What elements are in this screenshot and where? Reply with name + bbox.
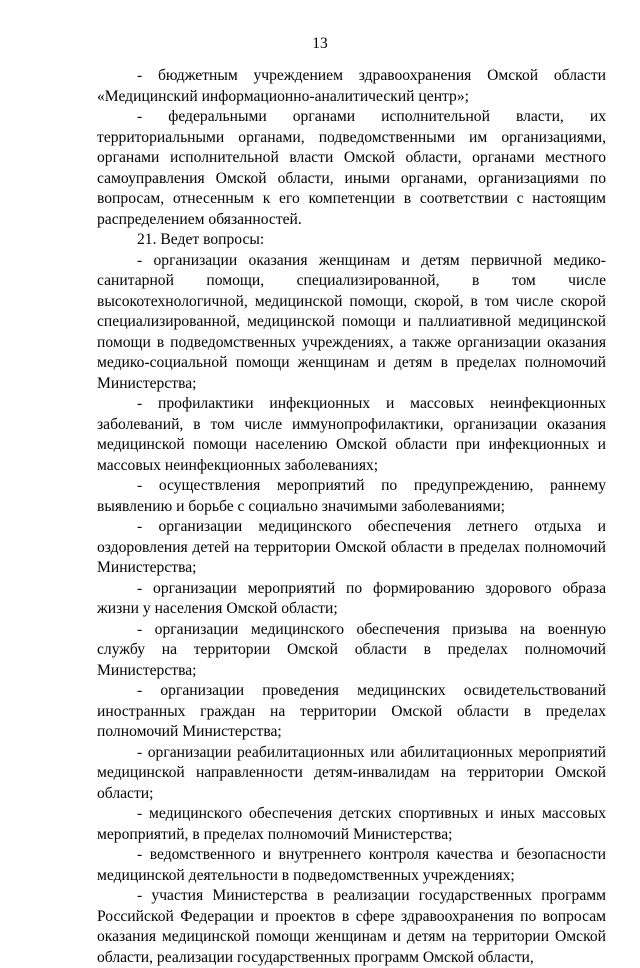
paragraph-state-programs: - участия Министерства в реализации государственных программ Российской Федерации и проектов в сфере здравоохранения по вопросам оказания медицинской помощи женщинам и детям на территории Омской области, реализации государственных программ Омской области, [97,887,606,966]
paragraph-foreign-citizens-examination: - организации проведения медицинских освидетельствований иностранных граждан на территории Омской области в пределах полномочий Министерства; [97,682,606,740]
paragraph-rehabilitation-disabled-children: - организации реабилитационных или абилитационных мероприятий медицинской направленности детям-инвалидам на территории Омской области; [97,743,606,802]
paragraph-quality-control: - ведомственного и внутреннего контроля качества и безопасности медицинской деятельности в подведомственных учреждениях; [97,846,606,884]
paragraph-healthy-lifestyle: - организации мероприятий по формированию здорового образа жизни у населения Омской области; [97,579,606,617]
paragraph-sports-events: - медицинского обеспечения детских спортивных и иных массовых мероприятий, в пределах полномочий Министерства; [97,805,606,843]
paragraph-summer-recreation: - организации медицинского обеспечения летнего отдыха и оздоровления детей на территории Омской области в пределах полномочий Министерства; [97,518,606,576]
page-number: 13 [312,35,328,52]
paragraph-infection-prevention: - профилактики инфекционных и массовых неинфекционных заболеваний, в том числе иммунопрофилактики, организации оказания медицинской помощи населению Омской области при инфекционных и массовых неинфекционных заболеваниях; [97,395,606,474]
paragraph-budget-institution: - бюджетным учреждением здравоохранения Омской области «Медицинский информационно-аналитический центр»; [97,67,606,105]
paragraph-federal-bodies: - федеральными органами исполнительной власти, их территориальными органами, подведомственными им организациями, органами исполнительной власти Омской области, органами местного самоуправления Омской области, иными органами, организациями по вопросам, отнесенным к его компетенции в соответствии с настоящим распределением обязанностей. [97,108,606,228]
paragraph-medical-care-women-children: - организации оказания женщинам и детям первичной медико-санитарной помощи, специализированной, в том числе высокотехнологичной, медицинской помощи, скорой, в том числе скорой специализированной, медицинской помощи и паллиативной медицинской помощи в подведомственных учреждениях, а также организации оказания медико-социальной помощи женщинам и детям в пределах полномочий Министерства; [97,251,606,392]
paragraph-section-21-heading: 21. Ведет вопросы: [137,231,265,248]
paragraph-socially-significant-diseases: - осуществления мероприятий по предупреждению, раннему выявлению и борьбе с социально значимыми заболеваниями; [97,477,606,515]
document-body [97,66,606,968]
paragraph-military-conscription: - организации медицинского обеспечения призыва на военную службу на территории Омской области в пределах полномочий Министерства; [97,620,606,679]
